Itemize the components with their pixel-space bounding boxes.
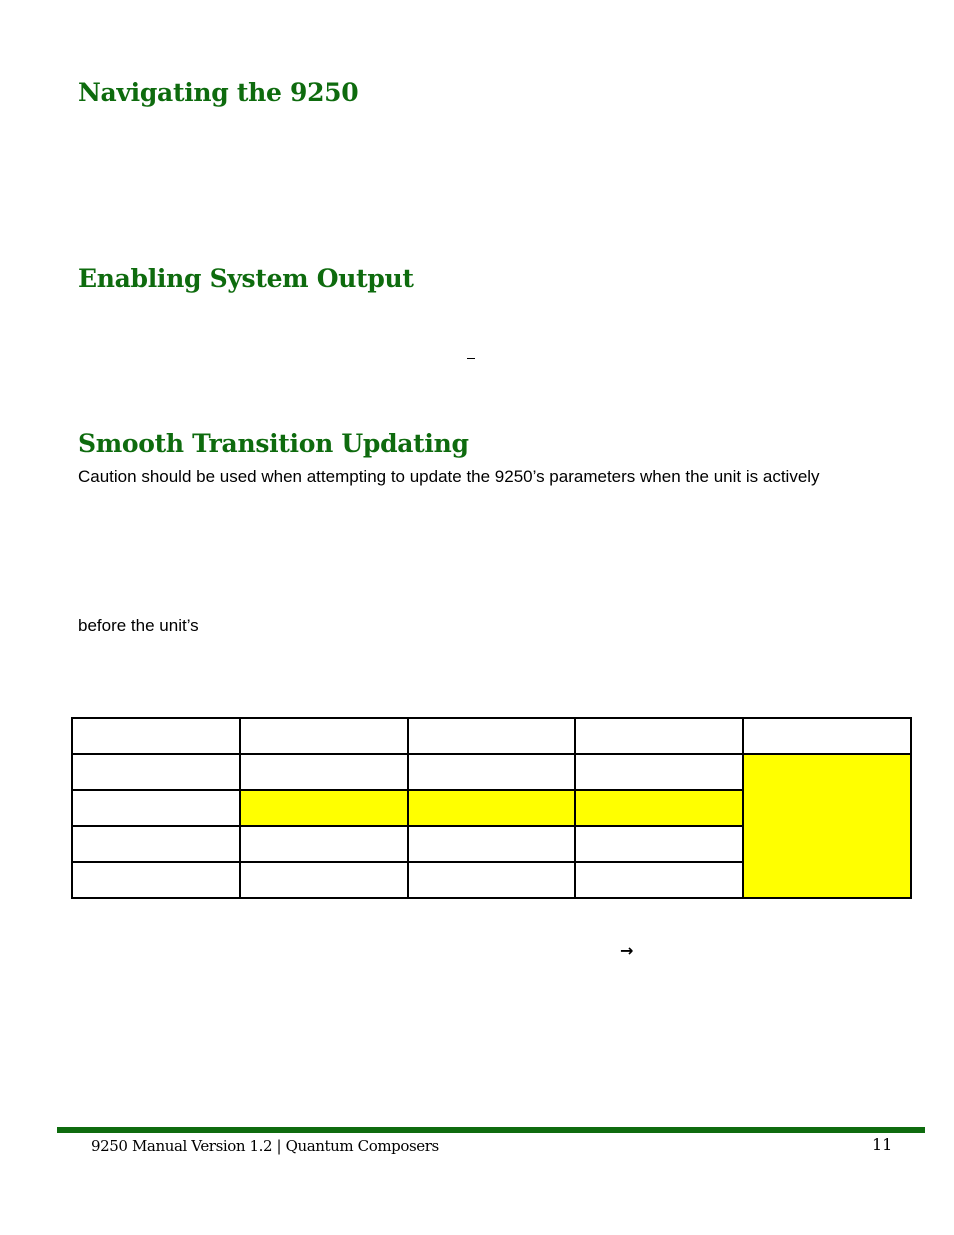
- table-cell: [240, 754, 408, 790]
- table-cell: [72, 718, 240, 754]
- table-cell: [408, 862, 576, 898]
- table-cell: [408, 754, 576, 790]
- table-row: [72, 754, 911, 790]
- table-cell-highlighted: [575, 790, 743, 826]
- table-row: [72, 718, 911, 754]
- table-cell-highlighted: [743, 754, 911, 898]
- table-cell-highlighted: [408, 790, 576, 826]
- table-cell: [575, 754, 743, 790]
- table-cell: [408, 718, 576, 754]
- table-cell: [72, 790, 240, 826]
- table-cell: [240, 826, 408, 862]
- table-cell: [575, 862, 743, 898]
- footer-rule: [57, 1127, 925, 1133]
- footer-text: 9250 Manual Version 1.2 | Quantum Composers: [91, 1137, 439, 1155]
- table-cell: [72, 862, 240, 898]
- heading-enabling-system-output: Enabling System Output: [78, 264, 414, 293]
- smooth-transition-fragment: before the unit’s: [78, 616, 199, 635]
- table-cell: [72, 754, 240, 790]
- table-cell: [575, 826, 743, 862]
- underscore-mark: [467, 358, 475, 359]
- page-number: 11: [872, 1135, 893, 1154]
- parameter-table: [71, 717, 912, 899]
- table-cell-highlighted: [240, 790, 408, 826]
- heading-navigating: Navigating the 9250: [78, 78, 359, 107]
- table-cell: [240, 718, 408, 754]
- smooth-transition-paragraph: Caution should be used when attempting to update the 9250’s parameters when the unit is actively: [78, 467, 820, 486]
- table-cell: [72, 826, 240, 862]
- table-cell: [575, 718, 743, 754]
- table-cell: [408, 826, 576, 862]
- table-cell: [743, 718, 911, 754]
- heading-smooth-transition-updating: Smooth Transition Updating: [78, 429, 469, 458]
- table-cell: [240, 862, 408, 898]
- arrow-right-icon: →: [620, 941, 634, 960]
